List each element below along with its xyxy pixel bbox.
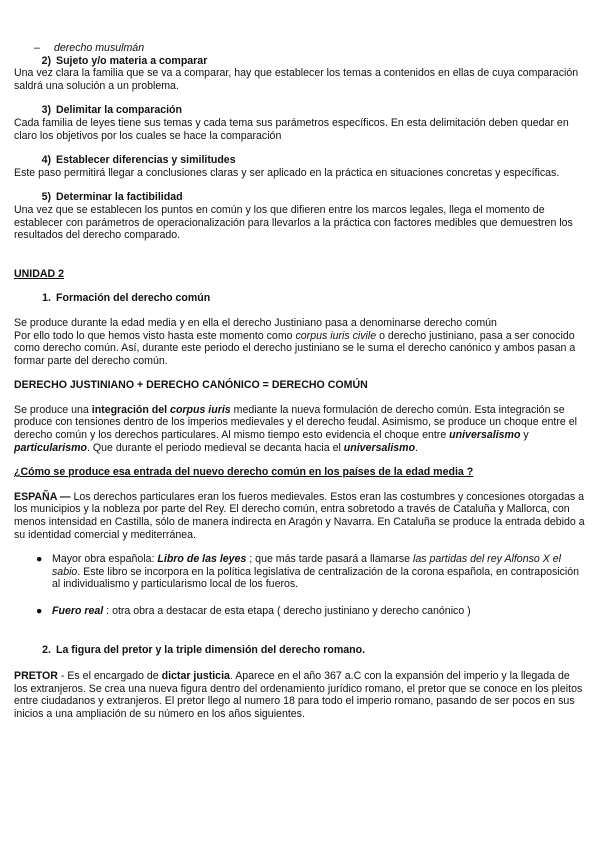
section-heading	[32, 292, 586, 305]
list-item-text: derecho musulmán	[54, 42, 145, 54]
paragraph: Se produce durante la edad media y en ella el derecho Justiniano pasa a denominarse derecho común	[14, 316, 497, 329]
bullet-icon: ●	[36, 553, 43, 566]
document-page	[14, 42, 586, 721]
bullet-icon: ●	[36, 605, 43, 617]
step-body: Este paso permitirá llegar a conclusiones claras y ser aplicado en la práctica en situaciones concretas y específicas.	[14, 166, 560, 179]
section-number: 1.	[42, 292, 51, 305]
step-heading	[32, 191, 586, 204]
step-body: Cada familia de leyes tiene sus temas y cada tema sus parámetros específicos. En esta delimitación deben quedar en claro los objetivos por los cuales se hace la comparación	[14, 116, 569, 142]
paragraph: Se produce una integración del corpus iuris mediante la nueva formulación de derecho común. Esta integración se produce con tensiones dentro de los imperios medievales y el derecho feudal. Asimismo, se produce un choque entre el derecho común y los derechos particulares. Al mismo tiempo esto evidencia el choque entre universalismo y particularismo. Que durante el periodo medieval se decanta hacia el universalismo.	[14, 403, 577, 454]
unit-title: UNIDAD 2	[14, 267, 65, 280]
section-heading	[32, 644, 586, 657]
section-number: 2.	[42, 643, 51, 656]
step-heading	[32, 55, 586, 68]
section-title: Formación del derecho común	[56, 292, 211, 305]
step-number: 4)	[41, 154, 51, 167]
question-heading: ¿Cómo se produce esa entrada del nuevo derecho común en los países de la edad media ?	[14, 466, 474, 479]
step-title: Sujeto y/o materia a comparar	[56, 54, 208, 67]
step-title: Delimitar la comparación	[56, 104, 182, 117]
term-label: PRETOR	[14, 670, 58, 683]
dash-marker: –	[34, 42, 40, 54]
list-item: ● Mayor obra española: Libro de las leyes ; que más tarde pasará a llamarse las partidas del rey Alfonso X el sabio. Este libro se incorpora en la política legislativa de centralización de la corona española, en contraposición al individualismo y particularismo local de los fueros.	[36, 553, 580, 591]
step-body: Una vez clara la familia que se va a comparar, hay que establecer los temas a contenidos en ellas de cuya comparación saldrá una solución a un problema.	[14, 67, 579, 92]
country-label: ESPAÑA —	[14, 490, 71, 503]
step-number: 3)	[41, 104, 51, 117]
list-item	[34, 42, 586, 55]
step-heading	[32, 154, 586, 167]
step-heading	[32, 104, 586, 117]
step-title: Determinar la factibilidad	[56, 191, 183, 204]
paragraph: PRETOR - Es el encargado de dictar justicia. Aparece en el año 367 a.C con la expansión del imperio y la llegada de los extranjeros. Se crea una nueva figura dentro del ordenamiento jurídico romano, el pretor que se conoce en los pleitos entre ciudadanos y extranjeros. El pretor llego al numero 18 para todo el imperio romano, pasando de ser pocos en sus inicios a una ampliación de su número en los años siguientes.	[14, 670, 583, 720]
paragraph: ESPAÑA — Los derechos particulares eran los fueros medievales. Estos eran las costumbres y concesiones otorgadas a los municipios y la nobleza por parte del Rey. El derecho común, entra sobretodo a través de Cataluña y Mallorca, con menos intensidad en Castilla, sólo de manera indirecta en Aragón y Navarra. En Cataluña se produce la entrada debido a su identidad comercial y mediterránea.	[14, 490, 585, 541]
paragraph: Por ello todo lo que hemos visto hasta este momento como corpus iuris civile o derecho justiniano, pasa a ser conocido como derecho común. Así, durante este periodo el derecho justiniano se le suma el derecho canónico y ambos pasan a formar parte del derecho común.	[14, 329, 576, 367]
section-title: La figura del pretor y la triple dimensión del derecho romano.	[56, 643, 366, 656]
step-title: Establecer diferencias y similitudes	[56, 154, 236, 167]
step-body: Una vez que se establecen los puntos en común y los que difieren entre los marcos legales, llega el momento de establecer con parámetros de operacionalización para llevarlos a la práctica con factores medibles que demuestren los resultados del derecho comparado.	[14, 203, 573, 242]
step-number: 2)	[41, 54, 51, 67]
list-item: ● Fuero real : otra obra a destacar de esta etapa ( derecho justiniano y derecho canónico )	[36, 605, 471, 617]
step-number: 5)	[41, 191, 51, 204]
equation: DERECHO JUSTINIANO + DERECHO CANÓNICO = DERECHO COMÚN	[14, 379, 368, 392]
